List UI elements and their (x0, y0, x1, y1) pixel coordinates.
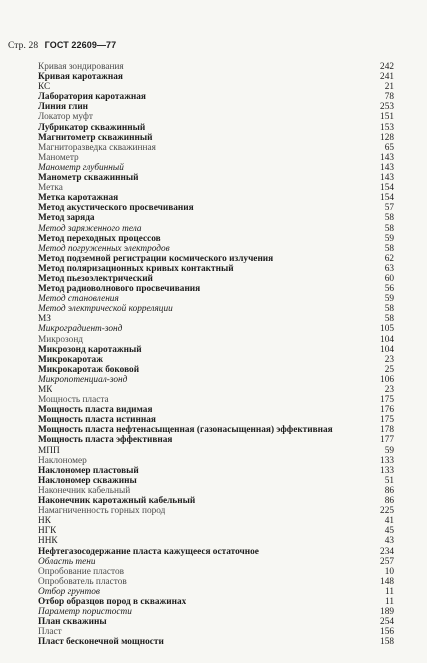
index-entry (38, 597, 394, 607)
index-page-number: 178 (380, 425, 394, 436)
index-entry (38, 213, 394, 223)
index-term: Опробователь пластов (38, 576, 127, 587)
standard-number: ГОСТ 22609—77 (44, 40, 117, 50)
index-entry (38, 375, 394, 385)
index-page-number: 62 (384, 253, 394, 264)
index-entry (38, 466, 394, 476)
index-term: Мощность пласта нефтенасыщенная (газонасыщенная) эффективная (38, 425, 333, 436)
index-entry (38, 385, 394, 395)
index-term: Метка (38, 183, 63, 194)
index-term: Метод акустического просвечивания (38, 203, 194, 214)
index-page-number: 133 (380, 455, 394, 466)
index-entry (38, 355, 394, 365)
index-entry (38, 102, 394, 112)
index-page-number: 143 (380, 162, 394, 173)
index-page-number: 242 (380, 62, 394, 72)
index-page-number: 56 (384, 284, 394, 295)
index-term: Метод радиоволнового просвечивания (38, 284, 201, 295)
index-entry (38, 587, 394, 597)
index-term: Лубрикатор скважинный (38, 122, 146, 133)
index-entry (38, 82, 394, 92)
index-page-number: 154 (380, 193, 394, 204)
index-entry (38, 405, 394, 415)
index-page-number: 78 (384, 92, 394, 103)
index-page-number: 254 (380, 617, 394, 628)
index-term: Пласт (38, 627, 62, 638)
index-page-number: 151 (380, 112, 394, 123)
index-page-number: 257 (380, 556, 394, 567)
index-term: Наклономер (38, 455, 87, 466)
index-entry (38, 526, 394, 536)
index-page-number: 43 (384, 536, 394, 547)
index-page-number: 234 (380, 546, 394, 557)
index-page-number: 225 (380, 506, 394, 517)
index-term: Микроградиент-зонд (38, 324, 123, 335)
index-term: МК (38, 385, 53, 395)
index-entry (38, 123, 394, 133)
index-entry (38, 314, 394, 324)
index-term: Опробование пластов (38, 566, 125, 577)
index-term: Метка каротажная (38, 193, 119, 204)
index-term: Микрокаротаж боковой (38, 364, 140, 375)
index-entry (38, 143, 394, 153)
index-term: Микрокаротаж (38, 354, 103, 365)
index-page-number: 189 (380, 607, 394, 618)
index-term: Отбор грунтов (38, 586, 100, 597)
index-entry (38, 496, 394, 506)
index-page-number: 177 (380, 435, 394, 446)
index-entry (38, 415, 394, 425)
index-entry (38, 284, 394, 294)
index-entry (38, 476, 394, 486)
index-entry (38, 335, 394, 345)
index-page-number: 51 (384, 475, 394, 486)
index-entry (38, 173, 394, 183)
index-entry (38, 193, 394, 203)
index-term: Мощность пласта истинная (38, 415, 156, 426)
index-term: ННК (38, 536, 58, 547)
index-term: МПП (38, 445, 60, 456)
index-page-number: 105 (380, 324, 394, 335)
index-page-number: 154 (380, 183, 394, 194)
index-entry (38, 254, 394, 264)
index-term: Метод погруженных электродов (38, 243, 170, 254)
index-term: Микрозонд (38, 334, 84, 345)
index-entry (38, 203, 394, 213)
index-entry (38, 446, 394, 456)
index-page-number: 143 (380, 152, 394, 163)
index-page-number: 253 (380, 102, 394, 113)
index-page-number: 176 (380, 405, 394, 416)
index-page-number: 106 (380, 374, 394, 385)
index-page-number: 58 (384, 243, 394, 254)
index-page-number: 23 (384, 385, 394, 395)
index-entry (38, 324, 394, 334)
index-term: Намагниченность горных пород (38, 506, 166, 517)
index-entry (38, 234, 394, 244)
index-page-number: 59 (384, 233, 394, 244)
index-page-number: 158 (380, 637, 394, 648)
index-term: Метод поляризационных кривых контактный (38, 263, 234, 274)
index-page-number: 60 (384, 273, 394, 284)
index-term: Мощность пласта эффективная (38, 435, 173, 446)
index-entry (38, 607, 394, 617)
index-entry (38, 506, 394, 516)
index-page-number: 11 (385, 586, 394, 597)
index-term: МЗ (38, 314, 51, 325)
index-page-number: 104 (380, 334, 394, 345)
index-entry (38, 456, 394, 466)
index-term: Магнитометр скважинный (38, 132, 153, 143)
index-entry (38, 365, 394, 375)
index-page-number: 175 (380, 395, 394, 406)
index-page-number: 148 (380, 576, 394, 587)
index-entry (38, 153, 394, 163)
page-header (8, 40, 116, 51)
index-entry (38, 617, 394, 627)
index-term: Параметр пористости (38, 607, 132, 618)
index-term: НК (38, 516, 51, 527)
index-entry (38, 62, 394, 72)
index-page-number: 175 (380, 415, 394, 426)
index-term: Линия глин (38, 102, 89, 113)
index-entry (38, 133, 394, 143)
index-page-number: 10 (384, 566, 394, 577)
index-term: Наклономер пластовый (38, 465, 139, 476)
index-entry (38, 345, 394, 355)
index-entry (38, 163, 394, 173)
index-term: Мощность пласта видимая (38, 405, 153, 416)
index-term: Магниторазведка скважинная (38, 142, 156, 153)
index-page-number: 58 (384, 314, 394, 325)
index-term: Манометр скважинный (38, 173, 139, 184)
index-term: Манометр глубинный (38, 162, 124, 173)
index-term: Метод переходных процессов (38, 233, 161, 244)
index-entry (38, 112, 394, 122)
index-term: Метод заряда (38, 213, 95, 224)
index-entry (38, 395, 394, 405)
index-page-number: 143 (380, 173, 394, 184)
index-term: Наконечник кабельный (38, 485, 131, 496)
index-entry (38, 577, 394, 587)
index-term: Лаборатория каротажная (38, 92, 146, 103)
index-page-number: 241 (380, 72, 394, 83)
index-term: Наклономер скважины (38, 475, 137, 486)
index-page-number: 57 (384, 203, 394, 214)
index-page-number: 63 (384, 263, 394, 274)
index-page-number: 128 (380, 132, 394, 143)
index-entry (38, 264, 394, 274)
index-page-number: 11 (385, 596, 394, 607)
index-page-number: 133 (380, 465, 394, 476)
index-term: НГК (38, 526, 57, 537)
index-entry (38, 435, 394, 445)
index-page-number: 104 (380, 344, 394, 355)
index-term: КС (38, 82, 51, 93)
index-page-number: 59 (384, 294, 394, 305)
index-term: Нефтегазосодержание пласта кажущееся остаточное (38, 546, 259, 557)
index-term: Метод становления (38, 294, 119, 305)
index-entry (38, 516, 394, 526)
index-term: Область тени (38, 556, 96, 567)
index-page-number: 153 (380, 122, 394, 133)
index-page-number: 65 (384, 142, 394, 153)
index-page-number: 58 (384, 223, 394, 234)
index-page-number: 58 (384, 304, 394, 315)
index-page-number: 21 (384, 82, 394, 93)
index-page-number: 59 (384, 445, 394, 456)
index-term: Пласт бесконечной мощности (38, 637, 164, 648)
index-term: План скважины (38, 617, 107, 628)
index-entry (38, 627, 394, 637)
index-entry (38, 244, 394, 254)
page-label: Стр. 28 (8, 41, 39, 51)
index-entry (38, 557, 394, 567)
index-entry (38, 72, 394, 82)
index-term: Локатор муфт (38, 112, 93, 123)
index-entry (38, 637, 394, 647)
index-entry (38, 294, 394, 304)
index-entry (38, 547, 394, 557)
index-entry (38, 274, 394, 284)
index-page-number: 25 (384, 364, 394, 375)
index-entry (38, 486, 394, 496)
index-term: Метод заряженного тела (38, 223, 142, 234)
index-entry (38, 183, 394, 193)
index-entry (38, 536, 394, 546)
index-page-number: 156 (380, 627, 394, 638)
index-entry (38, 425, 394, 435)
index-term: Микропотенциал-зонд (38, 374, 128, 385)
index-term: Метод пьезоэлектрический (38, 273, 153, 284)
index-entry (38, 304, 394, 314)
index-term: Микрозонд каротажный (38, 344, 142, 355)
index-entry (38, 92, 394, 102)
index-term: Мощность пласта (38, 395, 109, 406)
index-term: Отбор образцов пород в скважинах (38, 596, 187, 607)
index-page-number: 23 (384, 354, 394, 365)
index-page-number: 86 (384, 496, 394, 507)
index-term: Метод электрической корреляции (38, 304, 173, 315)
index-page-number: 45 (384, 526, 394, 537)
index-term: Манометр (38, 152, 79, 163)
index-term: Наконечник каротажный кабельный (38, 496, 196, 507)
index-entry (38, 567, 394, 577)
term-index-list (38, 62, 394, 647)
index-term: Кривая каротажная (38, 72, 123, 83)
index-page-number: 58 (384, 213, 394, 224)
index-page-number: 41 (384, 516, 394, 527)
index-page-number: 86 (384, 485, 394, 496)
index-entry (38, 224, 394, 234)
index-term: Кривая зондирования (38, 62, 124, 72)
index-term: Метод подземной регистрации космического излучения (38, 253, 274, 264)
